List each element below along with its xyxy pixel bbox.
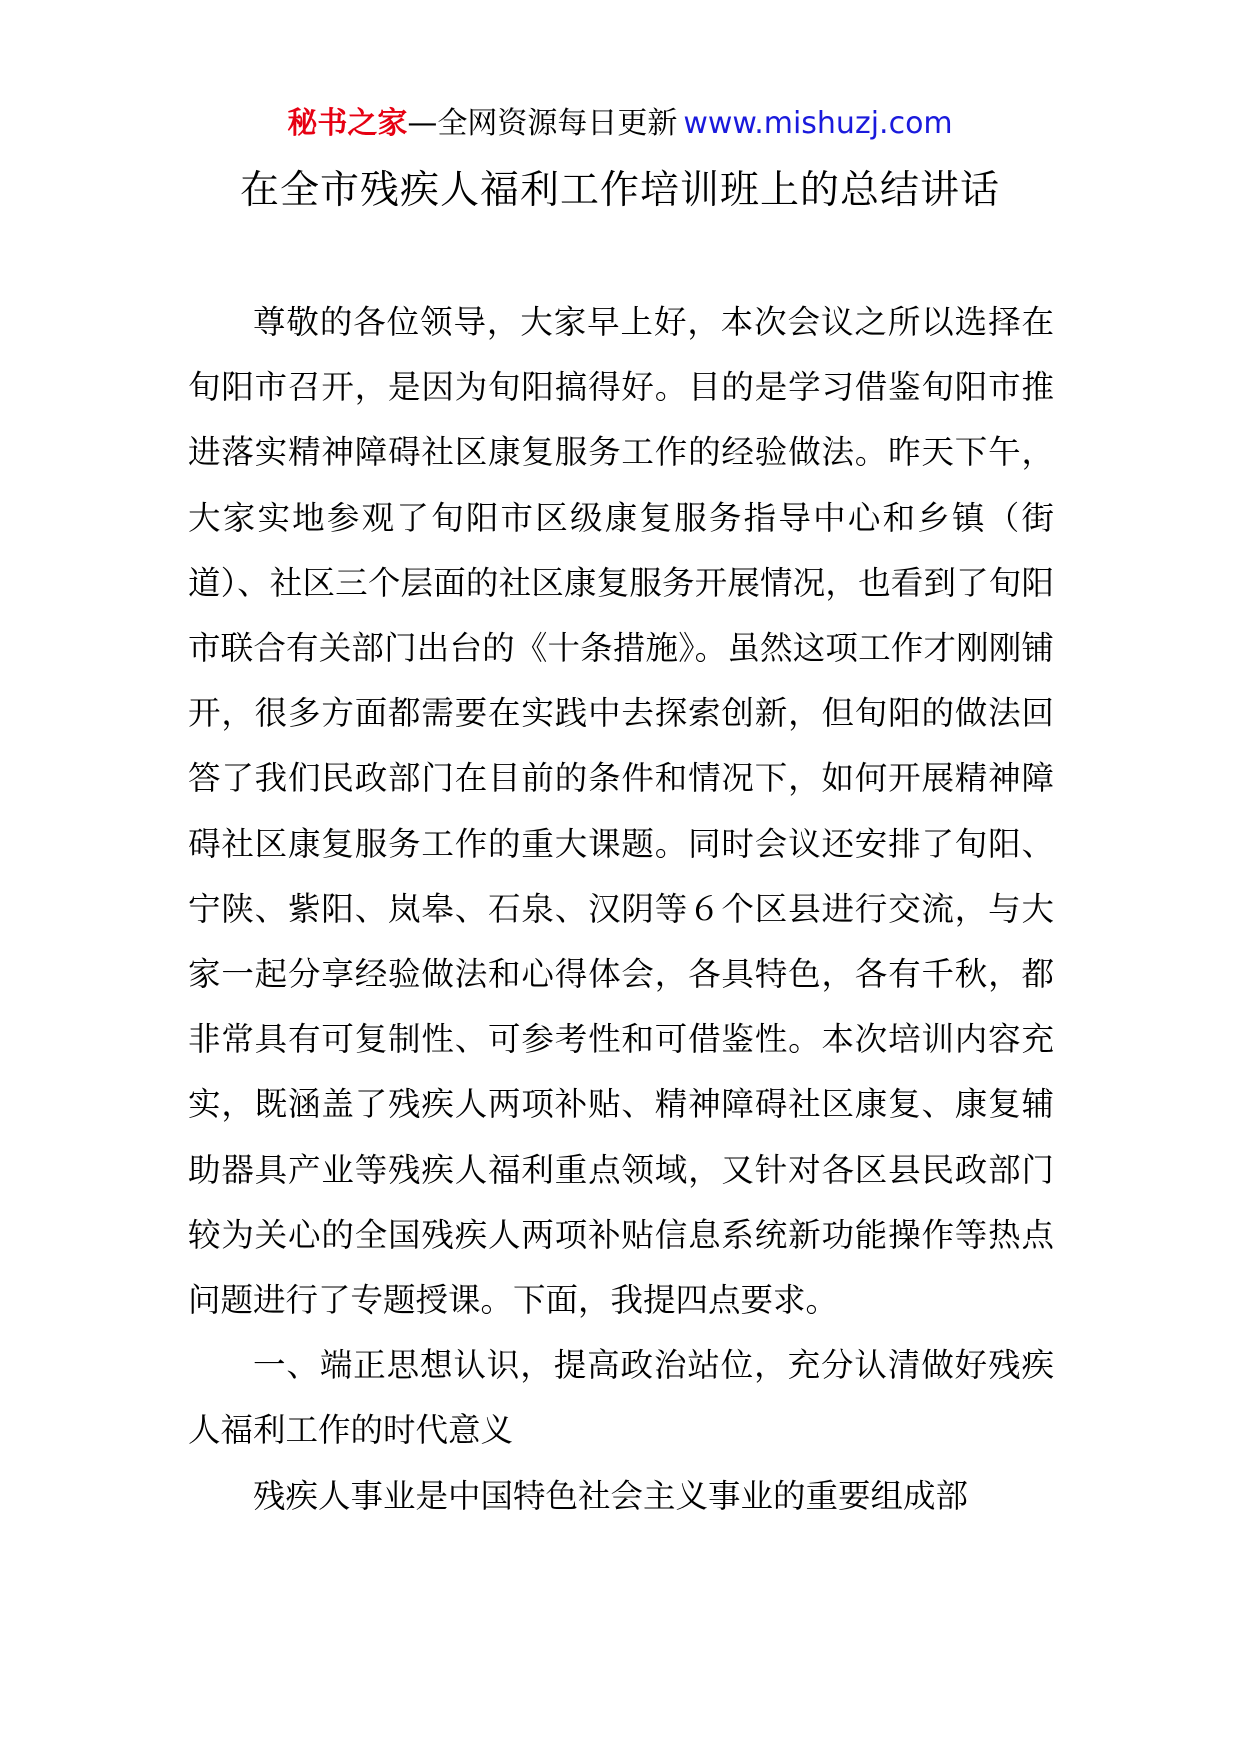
site-header (0, 100, 1240, 148)
section-heading-1: 一、端正思想认识，提高政治站位，充分认清做好残疾人福利工作的时代意义 (188, 1346, 1054, 1450)
document-body (188, 290, 1054, 1529)
header-slogan: —全网资源每日更新 (407, 106, 678, 141)
site-url-link[interactable]: www.mishuzj.com (683, 106, 953, 141)
document-title: 在全市残疾人福利工作培训班上的总结讲话 (239, 168, 1000, 213)
paragraph-intro: 尊敬的各位领导，大家早上好，本次会议之所以选择在旬阳市召开，是因为旬阳搞得好。目的是学习借鉴旬阳市推进落实精神障碍社区康复服务工作的经验做法。昨天下午，大家实地参观了旬阳市区级康复服务指导中心和乡镇（街道）、社区三个层面的社区康复服务开展情况，也看到了旬阳市联合有关部门出台的《十条措施》。虽然这项工作才刚刚铺开，很多方面都需要在实践中去探索创新，但旬阳的做法回答了我们民政部门在目前的条件和情况下，如何开展精神障碍社区康复服务工作的重大课题。同时会议还安排了旬阳、宁陕、紫阳、岚皋、石泉、汉阴等６个区县进行交流，与大家一起分享经验做法和心得体会，各具特色，各有千秋，都非常具有可复制性、可参考性和可借鉴性。本次培训内容充实，既涵盖了残疾人两项补贴、精神障碍社区康复、康复辅助器具产业等残疾人福利重点领域，又针对各区县民政部门较为关心的全国残疾人两项补贴信息系统新功能操作等热点问题进行了专题授课。下面，我提四点要求。 (188, 303, 1054, 1320)
paragraph-section-1: 残疾人事业是中国特色社会主义事业的重要组成部 (253, 1476, 969, 1515)
brand-name: 秘书之家 (287, 106, 408, 141)
